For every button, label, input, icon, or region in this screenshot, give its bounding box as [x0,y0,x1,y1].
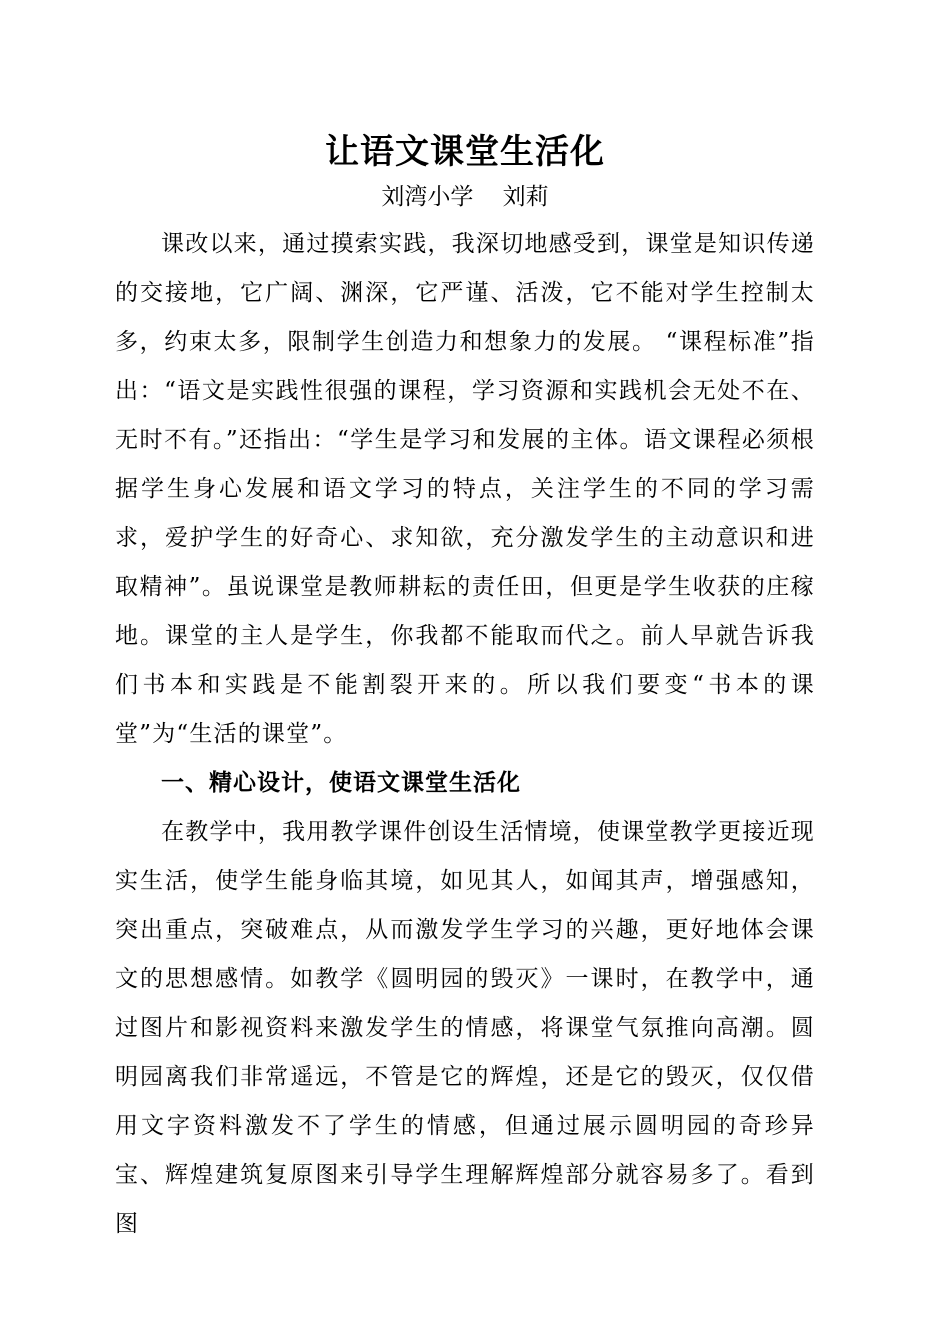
intro-paragraph: 课改以来，通过摸索实践，我深切地感受到，课堂是知识传递的交接地，它广阔、渊深，它严谨、活泼，它不能对学生控制太多，约束太多，限制学生创造力和想象力的发展。 “课程标准”指出：“语文是实践性很强的课程，学习资源和实践机会无处不在、无时不有。”还指出：“学生是学习和发展的主体。语文课程必须根据学生身心发展和语文学习的特点，关注学生的不同的学习需求，爱护学生的好奇心、求知欲，充分激发学生的主动意识和进取精神”。虽说课堂是教师耕耘的责任田，但更是学生收获的庄稼地。课堂的主人是学生，你我都不能取而代之。前人早就告诉我们书本和实践是不能割裂开来的。所以我们要变“书本的课堂”为“生活的课堂”。 [115,231,815,747]
section-heading-1: 一、精心设计，使语文课堂生活化 [161,770,521,796]
document-title: 让语文课堂生活化 [325,132,605,172]
section-1-paragraph: 在教学中，我用教学课件创设生活情境，使课堂教学更接近现实生活，使学生能身临其境，如见其人，如闻其声，增强感知，突出重点，突破难点，从而激发学生学习的兴趣，更好地体会课文的思想感情。如教学《圆明园的毁灭》一课时，在教学中，通过图片和影视资料来激发学生的情感，将课堂气氛推向高潮。圆明园离我们非常遥远，不管是它的辉煌，还是它的毁灭，仅仅借用文字资料激发不了学生的情感，但通过展示圆明园的奇珍异宝、辉煌建筑复原图来引导学生理解辉煌部分就容易多了。看到图 [115,819,815,1237]
author-byline: 刘湾小学 刘莉 [381,184,549,210]
document-page [115,130,815,1249]
